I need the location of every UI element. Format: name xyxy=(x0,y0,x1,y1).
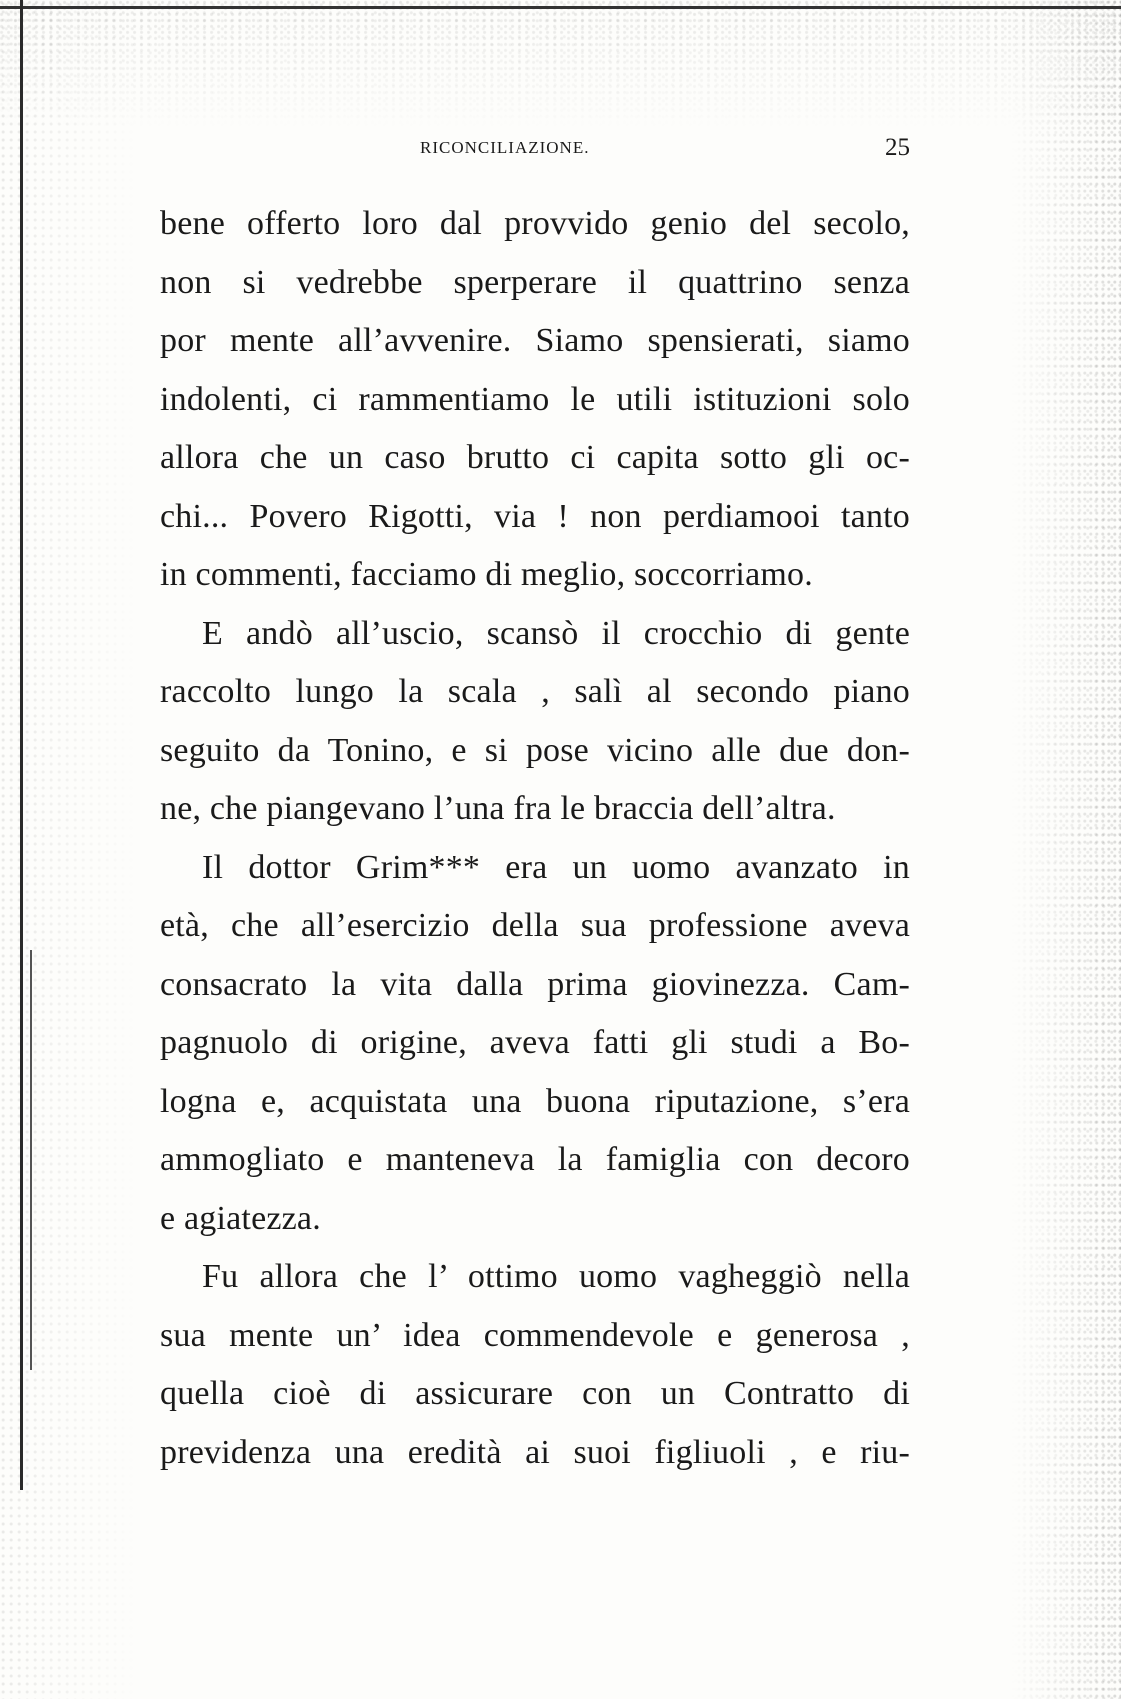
text-line: sua mente un’ idea commendevole e generosa , xyxy=(160,1316,910,1354)
running-head: RICONCILIAZIONE. xyxy=(420,138,590,157)
text-line: allora che un caso brutto ci capita sotto gli oc- xyxy=(160,439,910,476)
binding-edge xyxy=(20,0,23,1490)
text-line: logna e, acquistata una buona riputazione, s’era xyxy=(160,1082,910,1120)
text-line: età, che all’esercizio della sua professione aveva xyxy=(160,907,910,944)
text-line: por mente all’avvenire. Siamo spensierati, siamo xyxy=(160,322,910,359)
text-line: ne, che piangevano l’una fra le braccia dell’altra. xyxy=(160,790,836,827)
scan-noise-top xyxy=(0,0,1121,130)
text-line: quella cioè di assicurare con un Contratto di xyxy=(160,1375,910,1412)
text-line: indolenti, ci rammentiamo le utili istituzioni solo xyxy=(160,380,910,418)
scan-noise-right xyxy=(1011,0,1121,1699)
text-line: Il dottor Grim*** era un uomo avanzato in xyxy=(202,848,910,886)
text-line: pagnuolo di origine, aveva fatti gli studi a Bo- xyxy=(160,1024,910,1061)
text-line: Fu allora che l’ ottimo uomo vagheggiò nella xyxy=(202,1258,910,1295)
text-line: seguito da Tonino, e si pose vicino alle due don- xyxy=(160,731,910,769)
text-line: previdenza una eredità ai suoi figliuoli , e riu- xyxy=(160,1433,910,1471)
page-number: 25 xyxy=(885,134,910,161)
text-line: in commenti, facciamo di meglio, soccorriamo. xyxy=(160,556,813,593)
text-line: e agiatezza. xyxy=(160,1199,321,1237)
text-line: bene offerto loro dal provvido genio del secolo, xyxy=(160,205,910,242)
binding-edge-inner xyxy=(30,950,32,1370)
page-top-edge xyxy=(0,6,1121,9)
body-text xyxy=(160,195,910,1482)
text-line: non si vedrebbe sperperare il quattrino senza xyxy=(160,263,910,301)
text-line: ammogliato e manteneva la famiglia con decoro xyxy=(160,1141,910,1178)
text-line: chi... Povero Rigotti, via ! non perdiamooi tanto xyxy=(160,497,910,535)
text-line: consacrato la vita dalla prima giovinezza. Cam- xyxy=(160,965,910,1003)
text-line: raccolto lungo la scala , salì al secondo piano xyxy=(160,673,910,710)
text-line: E andò all’uscio, scansò il crocchio di gente xyxy=(202,614,910,652)
page-header xyxy=(420,134,910,168)
